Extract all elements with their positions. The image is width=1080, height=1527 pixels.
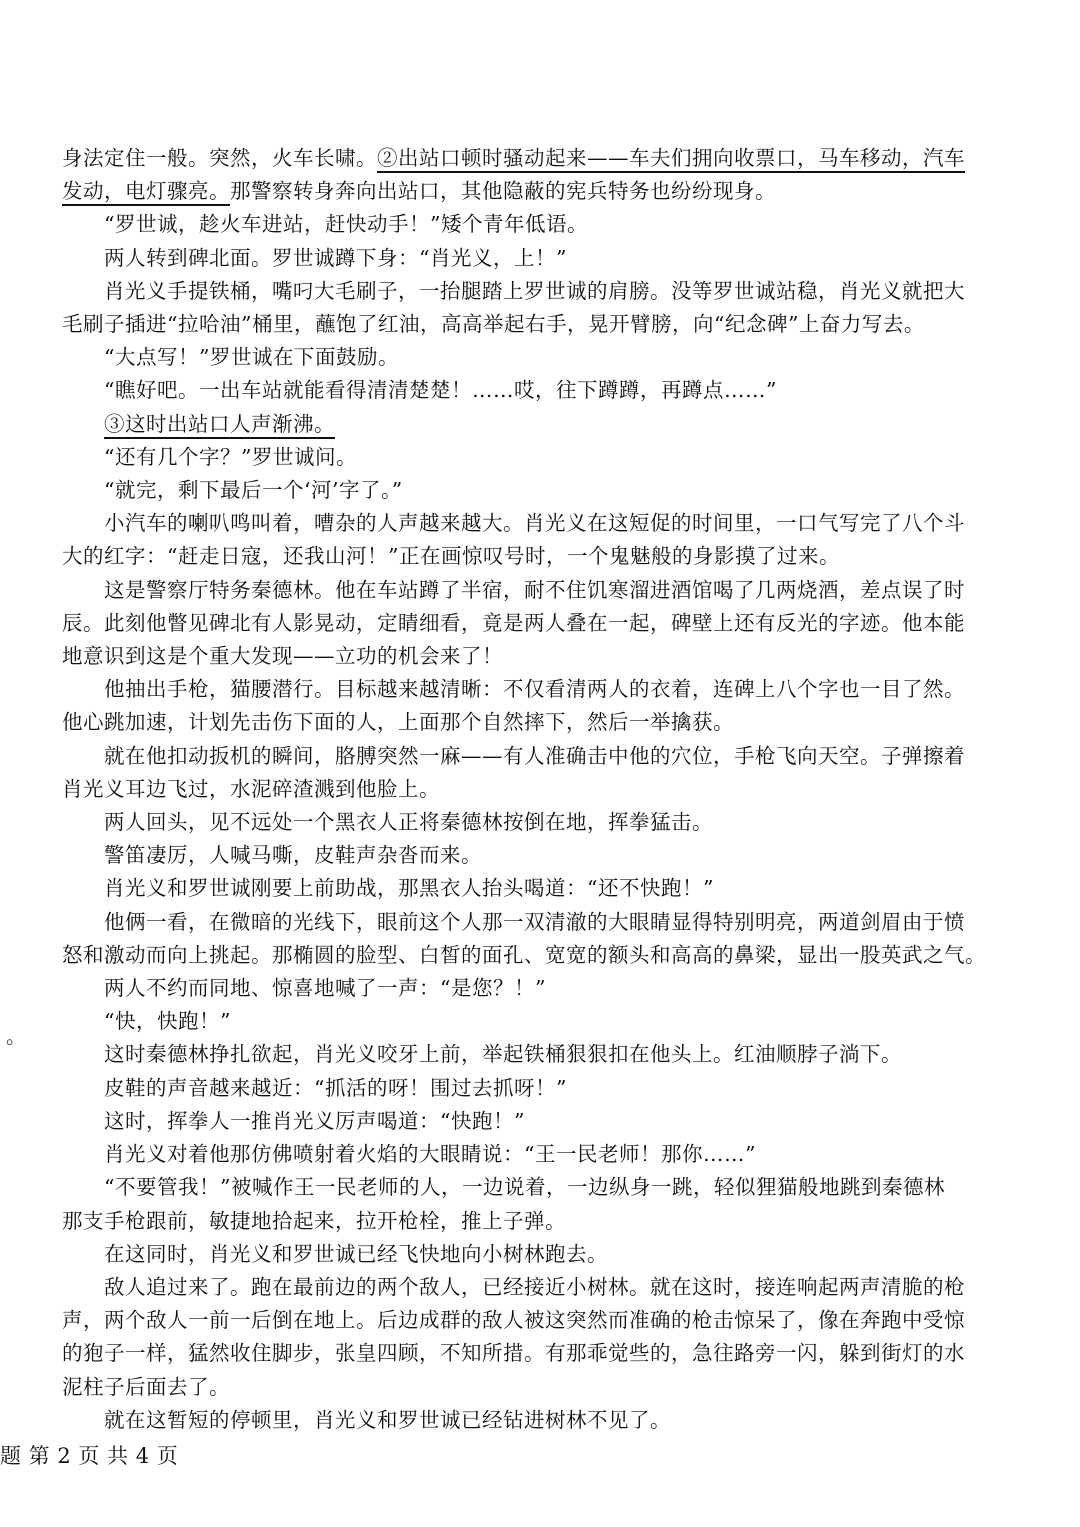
text-line [62, 308, 1010, 341]
paragraph [62, 507, 1010, 573]
text-segment: 就在这暂短的停顿里，肖光义和罗世诚已经钻进树林不见了。 [104, 1407, 671, 1432]
paragraph [62, 740, 1010, 806]
text-segment: 他抽出手枪，猫腰潜行。目标越来越清晰：不仅看清两人的衣着，连碑上八个字也一目了然。 [104, 677, 965, 702]
text-line [62, 142, 1010, 175]
text-segment: 肖光义耳边飞过，水泥碎渣溅到他脸上。 [62, 776, 440, 801]
text-line [62, 1005, 1010, 1038]
text-line [62, 972, 1010, 1005]
text-segment: “还有几个字？”罗世诚问。 [104, 444, 357, 469]
paragraph [62, 806, 1010, 839]
paragraph [62, 441, 1010, 474]
text-segment: 两人回头，见不远处一个黑衣人正将秦德林按倒在地，挥拳猛击。 [104, 810, 713, 835]
text-line [62, 275, 1010, 308]
text-segment: 警笛凄厉，人喊马嘶，皮鞋声杂沓而来。 [104, 843, 482, 868]
text-line [62, 574, 1010, 607]
paragraph [62, 1105, 1010, 1138]
margin-mark: 。 [6, 1024, 26, 1048]
underlined-text: ②出站口顿时骚动起来——车夫们拥向收票口，马车移动，汽车 [377, 146, 965, 170]
paragraph [62, 275, 1010, 341]
text-segment: 地意识到这是个重大发现——立功的机会来了！ [62, 644, 503, 669]
text-line [62, 1337, 1010, 1370]
text-line [62, 374, 1010, 407]
paragraph [62, 1038, 1010, 1071]
text-segment: 大的红字：“赶走日寇，还我山河！”正在画惊叹号时，一个鬼魅般的身影摸了过来。 [62, 544, 840, 569]
paragraph [62, 341, 1010, 374]
text-segment: 那支手枪跟前，敏捷地拾起来，拉开枪栓，推上子弹。 [62, 1208, 566, 1233]
text-segment: 敌人追过来了。跑在最前边的两个敌人，已经接近小树林。就在这时，接连响起两声清脆的枪 [104, 1274, 965, 1299]
text-segment: 在这同时，肖光义和罗世诚已经飞快地向小树林跑去。 [104, 1241, 608, 1266]
text-segment: 他心跳加速，计划先击伤下面的人，上面那个自然摔下，然后一举擒获。 [62, 710, 734, 735]
text-segment: 辰。此刻他瞥见碑北有人影晃动，定睛细看，竟是两人叠在一起，碑壁上还有反光的字迹。他本能 [62, 610, 965, 635]
text-line [62, 872, 1010, 905]
paragraph [62, 142, 1010, 208]
text-line [62, 939, 1010, 972]
text-line [62, 175, 1010, 208]
text-line [62, 773, 1010, 806]
text-segment: “不要管我！”被喊作王一民老师的人，一边说着，一边纵身一跳，轻似狸猫般地跳到秦德林 [104, 1175, 945, 1200]
text-segment: 泥柱子后面去了。 [62, 1374, 230, 1399]
text-line [62, 1404, 1010, 1437]
paragraph [62, 1005, 1010, 1038]
text-line [62, 441, 1010, 474]
paragraph [62, 408, 1010, 441]
text-segment: 毛刷子插进“拉哈油”桶里，蘸饱了红油，高高举起右手，晃开臂膀，向“纪念碑”上奋力写去。 [62, 312, 925, 337]
text-line [62, 640, 1010, 673]
text-line [62, 242, 1010, 275]
paragraph [62, 1271, 1010, 1404]
text-line [62, 706, 1010, 739]
text-line [62, 1205, 1010, 1238]
text-line [62, 673, 1010, 706]
paragraph [62, 972, 1010, 1005]
text-segment: 这是警察厅特务秦德林。他在车站蹲了半宿，耐不住饥寒溜进酒馆喝了几两烧酒，差点误了时 [104, 577, 965, 602]
text-line [62, 1238, 1010, 1271]
text-line [62, 1105, 1010, 1138]
paragraph [62, 374, 1010, 407]
text-segment: 的狍子一样，猛然收住脚步，张皇四顾，不知所措。有那乖觉些的，急往路旁一闪，躲到街灯的水 [62, 1341, 965, 1366]
text-segment: 这时，挥拳人一推肖光义厉声喝道：“快跑！” [104, 1108, 525, 1133]
text-segment: 皮鞋的声音越来越近：“抓活的呀！围过去抓呀！” [104, 1075, 567, 1100]
text-segment: 怒和激动而向上挑起。那椭圆的脸型、白皙的面孔、宽宽的额头和高高的鼻梁，显出一股英武之气。 [62, 942, 986, 967]
paragraph [62, 872, 1010, 905]
text-line [62, 1371, 1010, 1404]
text-line [62, 839, 1010, 872]
paragraph [62, 673, 1010, 739]
paragraph [62, 208, 1010, 241]
text-line [62, 806, 1010, 839]
text-line [62, 474, 1010, 507]
text-segment: “罗世诚，趁火车进站，赶快动手！”矮个青年低语。 [104, 212, 588, 237]
text-segment: 肖光义对着他那仿佛喷射着火焰的大眼睛说：“王一民老师！那你……” [104, 1142, 756, 1167]
text-segment: 两人不约而同地、惊喜地喊了一声：“是您？！” [104, 976, 546, 1001]
underlined-text: 发动，电灯骤亮。 [62, 179, 230, 204]
text-segment: 身法定住一般。突然，火车长啸。 [62, 146, 377, 170]
text-line [62, 1304, 1010, 1337]
text-line [62, 607, 1010, 640]
text-segment: 肖光义手提铁桶，嘴叼大毛刷子，一抬腿踏上罗世诚的肩膀。没等罗世诚站稳，肖光义就把大 [104, 278, 965, 303]
page-footer: 题 第 2 页 共 4 页 [0, 1444, 179, 1468]
text-line [62, 1072, 1010, 1105]
text-segment: 他俩一看，在微暗的光线下，眼前这个人那一双清澈的大眼睛显得特别明亮，两道剑眉由于愤 [104, 909, 965, 934]
text-line [62, 1171, 1010, 1204]
text-segment: 就在他扣动扳机的瞬间，胳膊突然一麻——有人准确击中他的穴位，手枪飞向天空。子弹擦着 [104, 743, 965, 768]
text-segment: “瞧好吧。一出车站就能看得清清楚楚！……哎，往下蹲蹲，再蹲点……” [104, 378, 777, 403]
text-line [62, 906, 1010, 939]
text-segment: 这时秦德林挣扎欲起，肖光义咬牙上前，举起铁桶狠狠扣在他头上。红油顺脖子淌下。 [104, 1042, 902, 1067]
paragraph [62, 1171, 1010, 1237]
text-segment: 那警察转身奔向出站口，其他隐蔽的宪兵特务也纷纷现身。 [230, 179, 776, 204]
paragraph [62, 474, 1010, 507]
paragraph [62, 906, 1010, 972]
text-line [62, 740, 1010, 773]
text-line [62, 1038, 1010, 1071]
text-line [62, 1138, 1010, 1171]
text-line [62, 208, 1010, 241]
article-body [62, 142, 1010, 1437]
text-segment: 小汽车的喇叭鸣叫着，嘈杂的人声越来越大。肖光义在这短促的时间里，一口气写完了八个斗 [104, 511, 965, 536]
text-line [62, 507, 1010, 540]
paragraph [62, 839, 1010, 872]
underlined-text: ③这时出站口人声渐沸。 [104, 411, 335, 436]
paragraph [62, 1404, 1010, 1437]
paragraph [62, 1138, 1010, 1171]
paragraph [62, 1072, 1010, 1105]
text-line [62, 1271, 1010, 1304]
text-line [62, 341, 1010, 374]
text-segment: “大点写！”罗世诚在下面鼓励。 [104, 345, 399, 370]
text-line [62, 540, 1010, 573]
text-line [62, 408, 1010, 441]
text-segment: 肖光义和罗世诚刚要上前助战，那黑衣人抬头喝道：“还不快跑！” [104, 876, 714, 901]
text-segment: “快，快跑！” [104, 1009, 231, 1034]
paragraph [62, 1238, 1010, 1271]
text-segment: 两人转到碑北面。罗世诚蹲下身：“肖光义，上！” [104, 245, 567, 270]
paragraph [62, 242, 1010, 275]
text-segment: 声，两个敌人一前一后倒在地上。后边成群的敌人被这突然而准确的枪击惊呆了，像在奔跑中受惊 [62, 1308, 965, 1333]
paragraph [62, 574, 1010, 674]
text-segment: “就完，剩下最后一个‘河’字了。” [104, 478, 403, 503]
